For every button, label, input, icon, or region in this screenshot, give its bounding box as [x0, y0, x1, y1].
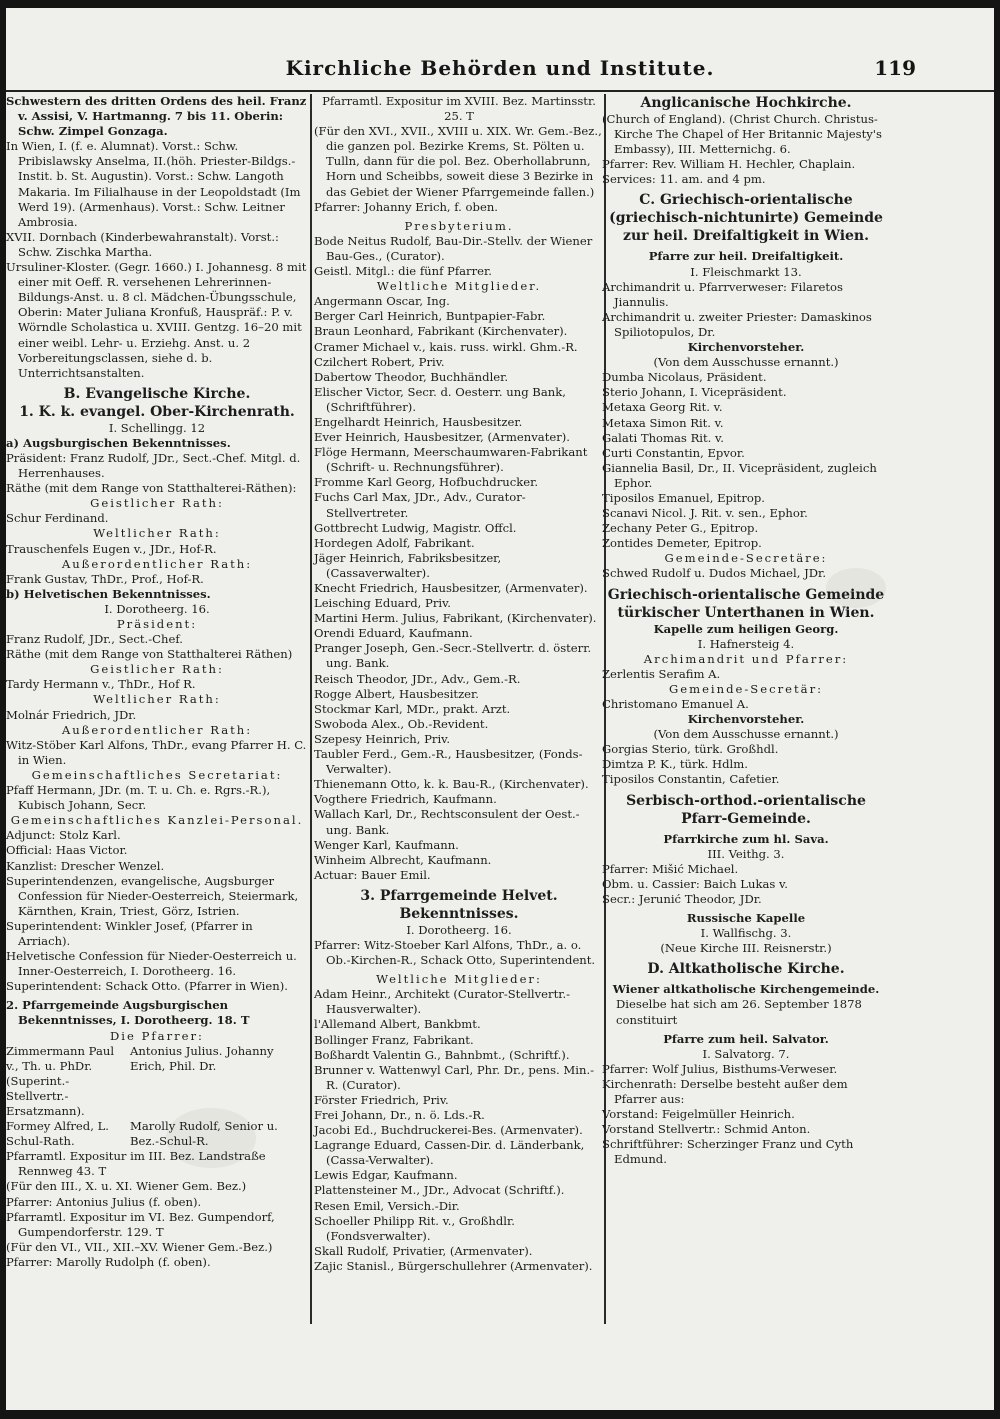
- pastor-list: [6, 1044, 308, 1150]
- section-heading: Serbisch-orthod.-orientalische Pfarr-Gemeinde.: [626, 792, 866, 827]
- directory-entry: Services: 11. am. and 4 pm.: [602, 172, 766, 187]
- directory-entry: Trauschenfels Eugen v., JDr., Hof-R.: [6, 541, 217, 556]
- directory-entry: Reisch Theodor, JDr., Adv., Gem.-R.: [314, 671, 521, 686]
- directory-entry: Sterio Johann, I. Vicepräsident.: [602, 385, 787, 400]
- directory-entry: Witz-Stöber Karl Alfons, ThDr., evang Pfarrer H. C. in Wien.: [6, 737, 307, 767]
- directory-entry: Archimandrit u. Pfarrverweser: Filaretos Jiannulis.: [602, 279, 843, 309]
- directory-entry: Frank Gustav, ThDr., Prof., Hof-R.: [6, 571, 204, 586]
- directory-entry: Brunner v. Wattenwyl Carl, Phr. Dr., pens. Min.-R. (Curator).: [314, 1062, 595, 1092]
- directory-entry: Winheim Albrecht, Kaufmann.: [314, 852, 492, 867]
- section-heading: a) Augsburgischen Bekenntnisses.: [6, 435, 231, 450]
- directory-entry: Bode Neitus Rudolf, Bau-Dir.-Stellv. der Wiener Bau-Ges., (Curator).: [314, 233, 593, 263]
- section-heading: D. Altkatholische Kirche.: [647, 961, 845, 978]
- directory-entry: Tardy Hermann v., ThDr., Hof R.: [6, 677, 196, 692]
- section-heading: Pfarre zur heil. Dreifaltigkeit.: [648, 249, 844, 264]
- directory-entry: Hordegen Adolf, Fabrikant.: [314, 535, 475, 550]
- section-heading: 2. Pfarrgemeinde Augsburgischen Bekenntnisses, I. Dorotheerg. 18. T: [6, 998, 250, 1028]
- directory-entry: Adjunct: Stolz Karl.: [6, 828, 121, 843]
- directory-entry: I. Dorotheerg. 16.: [406, 922, 512, 937]
- section-heading: Kapelle zum heiligen Georg.: [653, 621, 839, 636]
- directory-entry: (Von dem Ausschusse ernannt.): [653, 355, 839, 370]
- directory-entry: Thienemann Otto, k. k. Bau-R., (Kirchenvater).: [314, 777, 589, 792]
- directory-entry: Cramer Michael v., kais. russ. wirkl. Ghm.-R.: [314, 339, 578, 354]
- directory-entry: Superintendent: Winkler Josef, (Pfarrer in Arriach).: [6, 918, 253, 948]
- directory-entry: Vorstand Stellvertr.: Schmid Anton.: [602, 1122, 811, 1137]
- section-heading: Anglicanische Hochkirche.: [640, 95, 852, 111]
- directory-entry: Christomano Emanuel A.: [602, 697, 749, 711]
- directory-entry: Giannelia Basil, Dr., II. Vicepräsident, zugleich Ephor.: [602, 460, 877, 490]
- directory-entry: Superintendent: Schack Otto. (Pfarrer in Wien).: [6, 979, 288, 994]
- directory-entry: Galati Thomas Rit. v.: [602, 430, 724, 445]
- directory-entry: Stockmar Karl, MDr., prakt. Arzt.: [314, 701, 511, 716]
- directory-entry: Presbyterium.: [404, 218, 514, 233]
- directory-entry: Scanavi Nicol. J. Rit. v. sen., Ephor.: [602, 506, 808, 521]
- directory-entry: Secr.: Jerunić Theodor, JDr.: [602, 891, 762, 906]
- directory-entry: Dieselbe hat sich am 26. September 1878 constituirt: [616, 997, 862, 1027]
- directory-entry: Szepesy Heinrich, Priv.: [314, 731, 451, 746]
- column-divider: [310, 94, 312, 1324]
- page-number: 119: [874, 56, 916, 80]
- directory-entry: Pfarramtl. Expositur im III. Bez. Landstraße Rennweg 43. T: [6, 1149, 266, 1179]
- directory-entry: III. Veithg. 3.: [707, 846, 785, 861]
- directory-entry: Leisching Eduard, Priv.: [314, 596, 451, 611]
- directory-entry: Geistl. Mitgl.: die fünf Pfarrer.: [314, 264, 492, 279]
- directory-entry: Actuar: Bauer Emil.: [314, 867, 431, 882]
- left-column: [6, 94, 308, 1270]
- directory-entry: (Von dem Ausschusse ernannt.): [653, 727, 839, 742]
- directory-entry: Orendi Eduard, Kaufmann.: [314, 626, 473, 641]
- directory-entry: Pfarramtl. Expositur im VI. Bez. Gumpendorf, Gumpendorferstr. 129. T: [6, 1209, 275, 1239]
- directory-entry: Dumba Nicolaus, Präsident.: [602, 370, 767, 385]
- section-heading: 1. K. k. evangel. Ober-Kirchenrath.: [19, 403, 295, 420]
- directory-entry: Dimtza P. K., türk. Hdlm.: [602, 757, 748, 772]
- directory-entry: Elischer Victor, Secr. d. Oesterr. ung Bank, (Schriftführer).: [314, 384, 566, 414]
- directory-entry: Weltliche Mitglieder.: [376, 279, 542, 294]
- directory-entry: Schwed Rudolf u. Dudos Michael, JDr.: [602, 566, 826, 581]
- directory-entry: Pfaff Hermann, JDr. (m. T. u. Ch. e. Rgrs.-R.), Kubisch Johann, Secr.: [6, 783, 271, 813]
- directory-entry: Taubler Ferd., Gem.-R., Hausbesitzer, (Fonds-Verwalter).: [314, 747, 583, 777]
- directory-entry: Weltliche Mitglieder:: [376, 972, 542, 987]
- directory-entry: Flöge Hermann, Meerschaumwaren-Fabrikant (Schrift- u. Rechnungsführer).: [314, 445, 588, 475]
- section-heading: C. Griechisch-orientalische (griechisch-nichtunirte) Gemeinde zur heil. Dreifaltigkeit in Wien.: [609, 192, 883, 245]
- directory-entry: Tiposilos Constantin, Cafetier.: [602, 772, 780, 787]
- directory-entry: Gottbrecht Ludwig, Magistr. Offcl.: [314, 520, 517, 535]
- directory-entry: Czilchert Robert, Priv.: [314, 354, 445, 369]
- directory-entry: I. Hafnersteig 4.: [697, 636, 795, 651]
- section-heading: Pfarre zum heil. Salvator.: [663, 1031, 829, 1046]
- directory-entry: I. Dorotheerg. 16.: [104, 601, 210, 616]
- directory-entry: I. Schellingg. 12: [108, 420, 206, 435]
- directory-entry: Lagrange Eduard, Cassen-Dir. d. Länderbank, (Cassa-Verwalter).: [314, 1138, 585, 1168]
- directory-entry: Swoboda Alex., Ob.-Revident.: [314, 716, 489, 731]
- directory-entry: Resen Emil, Versich.-Dir.: [314, 1198, 460, 1213]
- section-heading: Kirchenvorsteher.: [687, 340, 805, 355]
- section-heading: Russische Kapelle: [686, 911, 806, 926]
- directory-entry: Gemeinde-Secretäre:: [664, 551, 828, 566]
- directory-entry: I. Wallfischg. 3.: [700, 926, 792, 941]
- directory-entry: Geistlicher Rath:: [90, 496, 224, 511]
- directory-entry: Ever Heinrich, Hausbesitzer, (Armenvater).: [314, 430, 570, 445]
- directory-entry: I. Salvatorg. 7.: [702, 1046, 790, 1061]
- page: [6, 8, 994, 1410]
- directory-entry: Zechany Peter G., Epitrop.: [602, 521, 759, 536]
- directory-entry: Zerlentis Serafim A.: [602, 666, 721, 681]
- directory-entry: l'Allemand Albert, Bankbmt.: [314, 1017, 481, 1032]
- directory-entry: Knecht Friedrich, Hausbesitzer, (Armenvater).: [314, 581, 588, 595]
- directory-entry: Bollinger Franz, Fabrikant.: [314, 1032, 474, 1047]
- directory-entry: Engelhardt Heinrich, Hausbesitzer.: [314, 414, 523, 429]
- directory-entry: Superintendenzen, evangelische, Augsburger Confession für Nieder-Oesterreich, Steiermark, Kärnthen, Krain, Triest, Görz, Istrien.: [6, 873, 299, 918]
- directory-entry: Frei Johann, Dr., n. ö. Lds.-R.: [314, 1108, 485, 1122]
- section-heading: Wiener altkatholische Kirchengemeinde.: [612, 982, 880, 997]
- running-title: Kirchliche Behörden und Institute.: [285, 56, 715, 80]
- header-rule: [6, 90, 994, 92]
- directory-entry: Präsident:: [116, 617, 198, 631]
- directory-entry: (Church of England). (Christ Church. Christus-Kirche The Chapel of Her Britannic Majesty's Embassy), III. Metternichg. 6.: [602, 112, 882, 157]
- directory-entry: Pfarrer: Wolf Julius, Bisthums-Verweser.: [602, 1061, 838, 1076]
- directory-entry: Molnár Friedrich, JDr.: [6, 707, 137, 722]
- pastor-entry: Zimmermann Paul v., Th. u. PhDr. (Superint.-Stellvertr.-Ersatzmann).: [6, 1043, 115, 1118]
- pastor-entry: Formey Alfred, L. Schul-Rath.: [6, 1119, 109, 1149]
- directory-entry: Metaxa Georg Rit. v.: [602, 400, 723, 415]
- directory-entry: Adam Heinr., Architekt (Curator-Stellvertr.-Hausverwalter).: [314, 987, 571, 1017]
- directory-entry: Wallach Karl, Dr., Rechtsconsulent der Oest.-ung. Bank.: [314, 807, 580, 837]
- directory-entry: Die Pfarrer:: [110, 1028, 204, 1043]
- section-heading: b) Helvetischen Bekenntnisses.: [6, 586, 211, 601]
- middle-column: [314, 94, 604, 1274]
- directory-entry: Außerordentlicher Rath:: [61, 722, 253, 737]
- directory-entry: Rogge Albert, Hausbesitzer.: [314, 686, 479, 701]
- directory-entry: Pfarrer: Johanny Erich, f. oben.: [314, 199, 498, 214]
- directory-entry: Pfarramtl. Expositur im XVIII. Bez. Martinsstr. 25. T: [322, 94, 596, 124]
- directory-entry: Tiposilos Emanuel, Epitrop.: [602, 490, 765, 505]
- directory-entry: Jäger Heinrich, Fabriksbesitzer, (Cassaverwalter).: [314, 550, 502, 580]
- directory-entry: Schriftführer: Scherzinger Franz und Cyth Edmund.: [602, 1137, 854, 1167]
- section-heading: 3. Pfarrgemeinde Helvet. Bekenntnisses.: [360, 887, 558, 922]
- directory-entry: Pranger Joseph, Gen.-Secr.-Stellvertr. d. österr. ung. Bank.: [314, 641, 592, 671]
- directory-entry: Official: Haas Victor.: [6, 843, 128, 858]
- directory-entry: Curti Constantin, Epvor.: [602, 445, 745, 460]
- directory-entry: Pfarrer: Marolly Rudolph (f. oben).: [6, 1254, 211, 1269]
- directory-entry: Weltlicher Rath:: [93, 526, 221, 541]
- directory-entry: Obm. u. Cassier: Baich Lukas v.: [602, 876, 788, 891]
- directory-entry: Gemeinde-Secretär:: [668, 681, 824, 696]
- directory-entry: Kanzlist: Drescher Wenzel.: [6, 858, 165, 873]
- directory-entry: Weltlicher Rath:: [93, 692, 221, 707]
- pastor-entry: Antonius Julius. Johanny Erich, Phil. Dr.: [130, 1043, 274, 1073]
- directory-entry: Archimandrit u. zweiter Priester: Damaskinos Spiliotopulos, Dr.: [602, 309, 872, 339]
- section-heading: Pfarrkirche zum hl. Sava.: [663, 831, 829, 846]
- directory-entry: Angermann Oscar, Ing.: [314, 294, 450, 309]
- directory-entry: Gemeinschaftliches Secretariat:: [31, 767, 283, 782]
- directory-entry: Räthe (mit dem Range von Statthalterei Räthen): [6, 647, 293, 662]
- page-header: [6, 56, 994, 84]
- section-heading: Griechisch-orientalische Gemeinde türkischer Unterthanen in Wien.: [607, 586, 885, 621]
- directory-entry: Fromme Karl Georg, Hofbuchdrucker.: [314, 475, 539, 490]
- directory-entry: Fuchs Carl Max, JDr., Adv., Curator-Stellvertreter.: [314, 490, 526, 520]
- directory-entry: In Wien, I. (f. e. Alumnat). Vorst.: Schw. Pribislawsky Anselma, II.(höh. Priester-Bildgs.-Instit. b. St. Augustin). Vorst.: Schw. Langoth Makaria. Im Filialhause in der Leopoldstadt (Im Werd 19). (Armenhaus). Vorst.: Schw. Leitner Ambrosia.: [6, 139, 301, 229]
- directory-entry: Schur Ferdinand.: [6, 511, 109, 526]
- directory-entry: Außerordentlicher Rath:: [61, 556, 253, 571]
- section-heading: B. Evangelische Kirche.: [63, 385, 251, 402]
- directory-entry: Dabertow Theodor, Buchhändler.: [314, 369, 509, 384]
- directory-entry: Vorstand: Feigelmüller Heinrich.: [602, 1107, 795, 1122]
- directory-entry: Zajic Stanisl., Bürgerschullehrer (Armenvater).: [314, 1258, 593, 1273]
- directory-entry: Boßhardt Valentin G., Bahnbmt., (Schriftf.).: [314, 1047, 570, 1062]
- directory-entry: Jacobi Ed., Buchdruckerei-Bes. (Armenvater).: [314, 1123, 583, 1138]
- directory-entry: (Für den VI., VII., XII.–XV. Wiener Gem.-Bez.): [6, 1239, 273, 1254]
- directory-entry: XVII. Dornbach (Kinderbewahranstalt). Vorst.: Schw. Zischka Martha.: [6, 229, 279, 259]
- directory-entry: Helvetische Confession für Nieder-Oesterreich u. Inner-Oesterreich, I. Dorotheerg. 16.: [6, 949, 297, 979]
- section-heading: Kirchenvorsteher.: [687, 712, 805, 727]
- directory-entry: Pfarrer: Antonius Julius (f. oben).: [6, 1194, 202, 1209]
- directory-entry: Franz Rudolf, JDr., Sect.-Chef.: [6, 632, 183, 647]
- directory-entry: Skall Rudolf, Privatier, (Armenvater).: [314, 1243, 533, 1258]
- directory-entry: Gemeinschaftliches Kanzlei-Personal.: [10, 813, 304, 828]
- directory-entry: Pfarrer: Mišić Michael.: [602, 861, 739, 876]
- directory-entry: Martini Herm. Julius, Fabrikant, (Kirchenvater).: [314, 611, 597, 626]
- directory-entry: Lewis Edgar, Kaufmann.: [314, 1168, 458, 1183]
- right-column: [602, 94, 890, 1167]
- directory-entry: (Für den III., X. u. XI. Wiener Gem. Bez.): [6, 1179, 247, 1194]
- directory-entry: Kirchenrath: Derselbe besteht außer dem Pfarrer aus:: [602, 1076, 848, 1106]
- directory-entry: (Neue Kirche III. Reisnerstr.): [660, 941, 832, 956]
- directory-entry: Archimandrit und Pfarrer:: [643, 651, 849, 666]
- section-heading: Schwestern des dritten Ordens des heil. Franz v. Assisi, V. Hartmanng. 7 bis 11. Oberin: Schw. Zimpel Gonzaga.: [6, 94, 307, 139]
- directory-entry: I. Fleischmarkt 13.: [690, 264, 802, 279]
- directory-entry: Pfarrer: Witz-Stoeber Karl Alfons, ThDr., a. o. Ob.-Kirchen-R., Schack Otto, Superintendent.: [314, 937, 596, 968]
- directory-entry: Metaxa Simon Rit. v.: [602, 415, 724, 430]
- directory-entry: Gorgias Sterio, türk. Großhdl.: [602, 742, 779, 757]
- directory-entry: Berger Carl Heinrich, Buntpapier-Fabr.: [314, 309, 546, 324]
- directory-entry: Geistlicher Rath:: [90, 662, 224, 677]
- directory-entry: Förster Friedrich, Priv.: [314, 1092, 449, 1107]
- directory-entry: Ursuliner-Kloster. (Gegr. 1660.) I. Johannesg. 8 mit einer mit Oeff. R. versehenen Lehrerinnen-Bildungs-Anst. u. 8 cl. Mädchen-Übungsschule, Oberin: Mater Juliana Kronfuß, Hauspräf.: P. v. Wörndle Scholastica u. XVIII. Gentzg. 16–20 mit einer weibl. Lehr- u. Erziehg. Anst. u. 2 Vorbereitungsclassen, siehe d. b. Unterrichtsanstalten.: [6, 260, 307, 380]
- directory-entry: Pfarrer: Rev. William H. Hechler, Chaplain.: [602, 157, 856, 172]
- directory-entry: Schoeller Philipp Rit. v., Großhdlr. (Fondsverwalter).: [314, 1213, 515, 1243]
- directory-entry: Räthe (mit dem Range von Statthalterei-Räthen):: [6, 481, 297, 496]
- directory-entry: (Für den XVI., XVII., XVIII u. XIX. Wr. Gem.-Bez., die ganzen pol. Bezirke Krems, St. Pölten u. Tulln, dann für die pol. Bez. Oberhollabrunn, Horn und Scheibbs, soweit diese 3 Bezirke in das Gebiet der Wiener Pfarrgemeinde fallen.): [314, 124, 602, 199]
- directory-entry: Plattensteiner M., JDr., Advocat (Schriftf.).: [314, 1183, 565, 1198]
- directory-entry: Wenger Karl, Kaufmann.: [314, 837, 459, 852]
- directory-entry: Präsident: Franz Rudolf, JDr., Sect.-Chef. Mitgl. d. Herrenhauses.: [6, 450, 301, 481]
- pastor-entry: Marolly Rudolf, Senior u. Bez.-Schul-R.: [130, 1119, 278, 1149]
- directory-entry: Zontides Demeter, Epitrop.: [602, 536, 762, 551]
- directory-entry: Braun Leonhard, Fabrikant (Kirchenvater).: [314, 324, 568, 339]
- directory-entry: Vogthere Friedrich, Kaufmann.: [314, 792, 497, 807]
